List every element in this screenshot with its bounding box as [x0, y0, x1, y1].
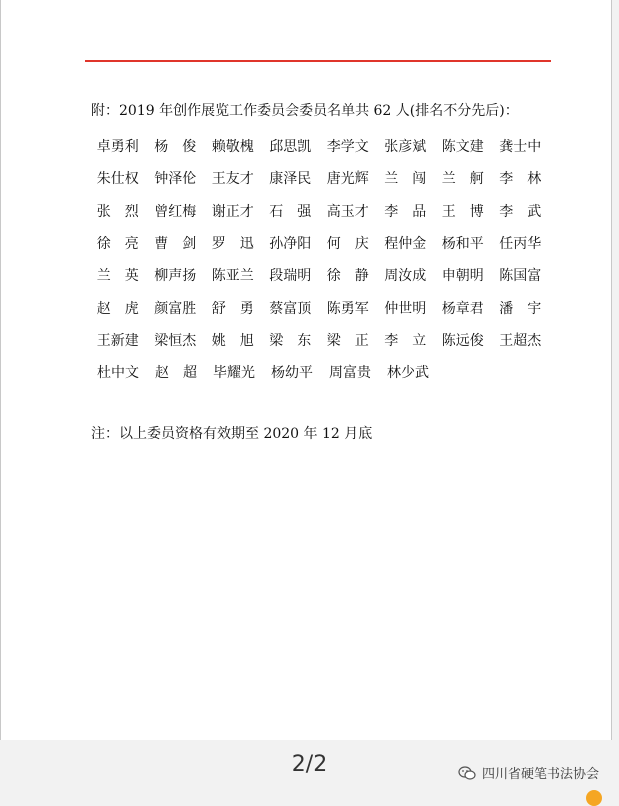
member-name: 高玉才	[326, 203, 369, 220]
member-name: 潘 宇	[499, 300, 542, 317]
member-name: 石 强	[269, 203, 312, 220]
name-row	[89, 227, 549, 259]
member-name: 曹 剑	[154, 236, 197, 253]
member-name: 孙净阳	[269, 236, 312, 253]
list-heading: 附：2019 年创作展览工作委员会委员名单共 62 人(排名不分先后)：	[91, 103, 519, 119]
member-name: 徐 亮	[96, 236, 139, 253]
member-name: 姚 旭	[211, 332, 254, 349]
member-name: 舒 勇	[211, 300, 254, 317]
member-name: 王友才	[211, 171, 254, 188]
member-name: 颜富胜	[154, 300, 197, 317]
name-row	[89, 324, 549, 356]
member-name: 赖敬槐	[211, 139, 254, 156]
member-name: 陈勇军	[326, 300, 369, 317]
member-name: 张彦斌	[384, 139, 427, 156]
watermark-text: 四川省硬笔书法协会	[481, 767, 599, 782]
name-row	[89, 291, 549, 323]
validity-note: 注：以上委员资格有效期至 2020 年 12 月底	[91, 426, 373, 442]
wechat-icon	[458, 765, 476, 781]
member-name: 仲世明	[384, 300, 427, 317]
member-name: 杜中文	[97, 365, 139, 382]
member-name: 柳声扬	[154, 268, 197, 285]
member-name: 李 品	[384, 203, 427, 220]
member-name-list	[89, 130, 549, 388]
member-name: 蔡富顶	[269, 300, 312, 317]
member-name: 赵 虎	[96, 300, 139, 317]
member-name: 毕耀光	[213, 365, 255, 382]
member-name: 何 庆	[326, 236, 369, 253]
member-name: 梁 正	[326, 332, 369, 349]
member-name: 朱仕权	[96, 171, 139, 188]
member-name: 陈亚兰	[211, 268, 254, 285]
name-row	[89, 356, 549, 388]
member-name: 龚士中	[499, 139, 542, 156]
member-name: 申朝明	[441, 268, 484, 285]
member-name: 林少武	[387, 365, 429, 382]
member-name: 罗 迅	[211, 236, 254, 253]
name-row	[89, 195, 549, 227]
member-name: 梁 东	[269, 332, 312, 349]
member-name: 李 武	[499, 203, 542, 220]
member-name: 王超杰	[499, 332, 542, 349]
member-name: 谢正才	[211, 203, 254, 220]
member-name: 李学文	[326, 139, 369, 156]
name-row	[89, 130, 549, 162]
account-watermark	[458, 763, 599, 782]
member-name: 任丙华	[499, 236, 542, 253]
member-name: 程仲金	[384, 236, 427, 253]
member-name: 陈远俊	[441, 332, 484, 349]
member-name: 周汝成	[384, 268, 427, 285]
member-name: 梁恒杰	[154, 332, 197, 349]
red-divider-line	[85, 60, 551, 62]
member-name: 段瑞明	[269, 268, 312, 285]
member-name: 兰 舸	[441, 171, 484, 188]
member-name: 唐光辉	[326, 171, 369, 188]
corner-badge	[586, 790, 602, 806]
member-name: 李 林	[499, 171, 542, 188]
member-name: 陈国富	[499, 268, 542, 285]
member-name: 李 立	[384, 332, 427, 349]
name-row	[89, 259, 549, 291]
member-name: 杨章君	[441, 300, 484, 317]
member-name: 赵 超	[155, 365, 197, 382]
member-name: 康泽民	[269, 171, 312, 188]
member-name: 兰 英	[96, 268, 139, 285]
member-name: 徐 静	[326, 268, 369, 285]
member-name: 王新建	[96, 332, 139, 349]
member-name: 兰 闯	[384, 171, 427, 188]
member-name: 张 烈	[96, 203, 139, 220]
member-name: 邱思凯	[269, 139, 312, 156]
member-name: 杨幼平	[271, 365, 313, 382]
member-name: 杨和平	[441, 236, 484, 253]
member-name: 周富贵	[329, 365, 371, 382]
member-name: 陈文建	[441, 139, 484, 156]
member-name: 卓勇利	[96, 139, 139, 156]
name-row	[89, 162, 549, 194]
page-indicator: 2/2	[291, 752, 328, 777]
member-name: 曾红梅	[154, 203, 197, 220]
member-name: 王 博	[441, 203, 484, 220]
member-name: 钟泽伦	[154, 171, 197, 188]
member-name: 杨 俊	[154, 139, 197, 156]
